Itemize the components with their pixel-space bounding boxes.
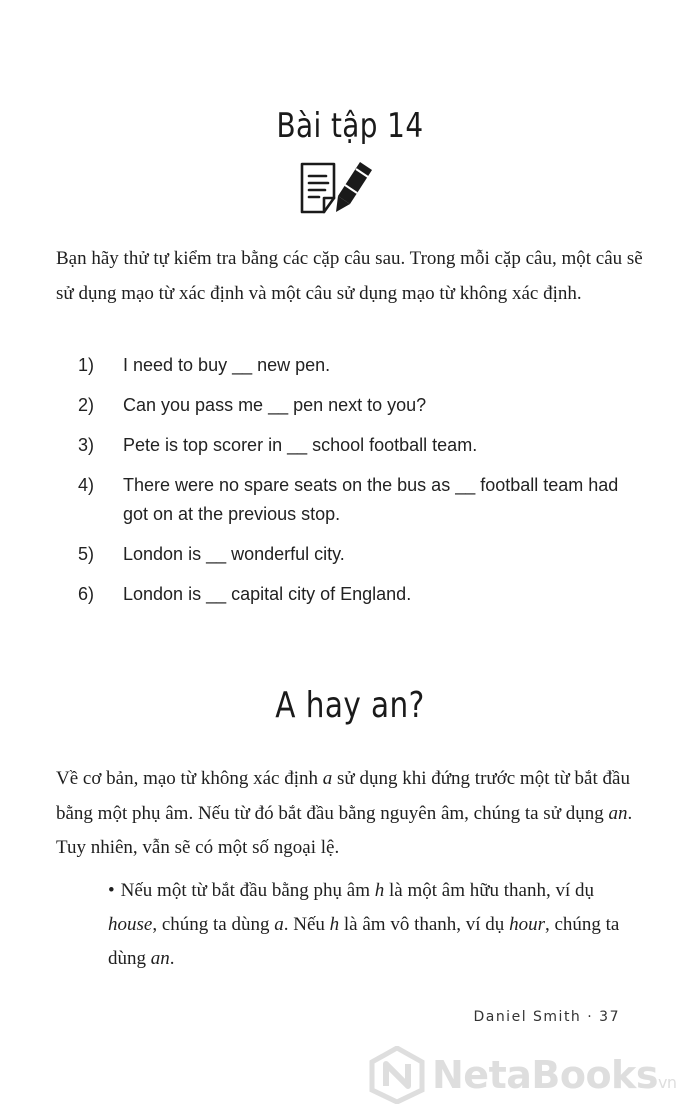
item-text: There were no spare seats on the bus as __ football team had got on at the previous stop.	[123, 475, 619, 524]
list-item	[78, 580, 638, 609]
text-run: . Tuy nhiên, vẫn sẽ có một số ngoại lệ.	[56, 802, 633, 858]
text-run: sử dụng khi đứng trước một từ bắt đầu bằng một phụ âm. Nếu từ đó bắt đầu bằng nguyên âm, chúng ta sử dụng	[56, 768, 630, 824]
italic-term: house	[108, 914, 153, 935]
section-title: A hay an?	[275, 685, 425, 726]
exercise-intro: Bạn hãy thử tự kiểm tra bằng các cặp câu sau. Trong mỗi cặp câu, một câu sẽ sử dụng mạo từ xác định và một câu sử dụng mạo từ không xác định.	[56, 248, 643, 304]
item-number: 6)	[78, 584, 95, 604]
item-text: Pete is top scorer in __ school football team.	[123, 435, 478, 455]
item-number: 3)	[78, 435, 95, 455]
text-run: Nếu một từ bắt đầu bằng phụ âm	[120, 880, 375, 901]
exercise-title: Bài tập 14	[276, 106, 424, 146]
item-number: 1)	[78, 355, 95, 375]
netabooks-logo-icon	[368, 1046, 426, 1104]
italic-term: a	[322, 768, 333, 789]
watermark-suffix: vn	[657, 1073, 677, 1092]
page-number: 37	[599, 1009, 620, 1025]
italic-term: h	[374, 880, 385, 901]
list-item	[78, 471, 638, 529]
watermark-brand	[432, 1053, 677, 1097]
italic-term: hour	[509, 914, 545, 935]
item-text: I need to buy __ new pen.	[123, 355, 331, 375]
author-name: Daniel Smith	[473, 1009, 582, 1025]
text-run: . Nếu	[283, 914, 330, 935]
bullet-marker: •	[108, 880, 115, 901]
item-number: 4)	[78, 475, 95, 495]
item-text: Can you pass me __ pen next to you?	[123, 395, 427, 415]
text-run: .	[169, 948, 175, 969]
item-text: London is __ wonderful city.	[123, 544, 345, 564]
list-item	[78, 351, 638, 380]
text-run: , chúng ta dùng	[152, 914, 275, 935]
bullet-point	[108, 874, 638, 976]
exercise-list	[78, 351, 638, 620]
list-item	[78, 540, 638, 569]
text-run: , chúng ta dùng	[108, 914, 620, 969]
item-number: 2)	[78, 395, 95, 415]
document-and-pencil-icon	[298, 158, 376, 216]
list-item	[78, 431, 638, 460]
item-number: 5)	[78, 544, 95, 564]
footer-separator: ·	[587, 1009, 594, 1025]
section-paragraph	[56, 762, 646, 866]
italic-term: an	[150, 948, 170, 969]
item-text: London is __ capital city of England.	[123, 584, 412, 604]
italic-term: an	[608, 802, 628, 824]
text-run: Về cơ bản, mạo từ không xác định	[56, 768, 323, 789]
watermark	[368, 1040, 688, 1110]
watermark-brand-name: NetaBooks	[432, 1053, 658, 1097]
italic-term: h	[329, 914, 340, 935]
italic-term: a	[274, 914, 284, 935]
list-item	[78, 391, 638, 420]
text-run: là âm vô thanh, ví dụ	[339, 914, 510, 935]
page-footer	[473, 1009, 620, 1025]
text-run: là một âm hữu thanh, ví dụ	[384, 880, 595, 901]
